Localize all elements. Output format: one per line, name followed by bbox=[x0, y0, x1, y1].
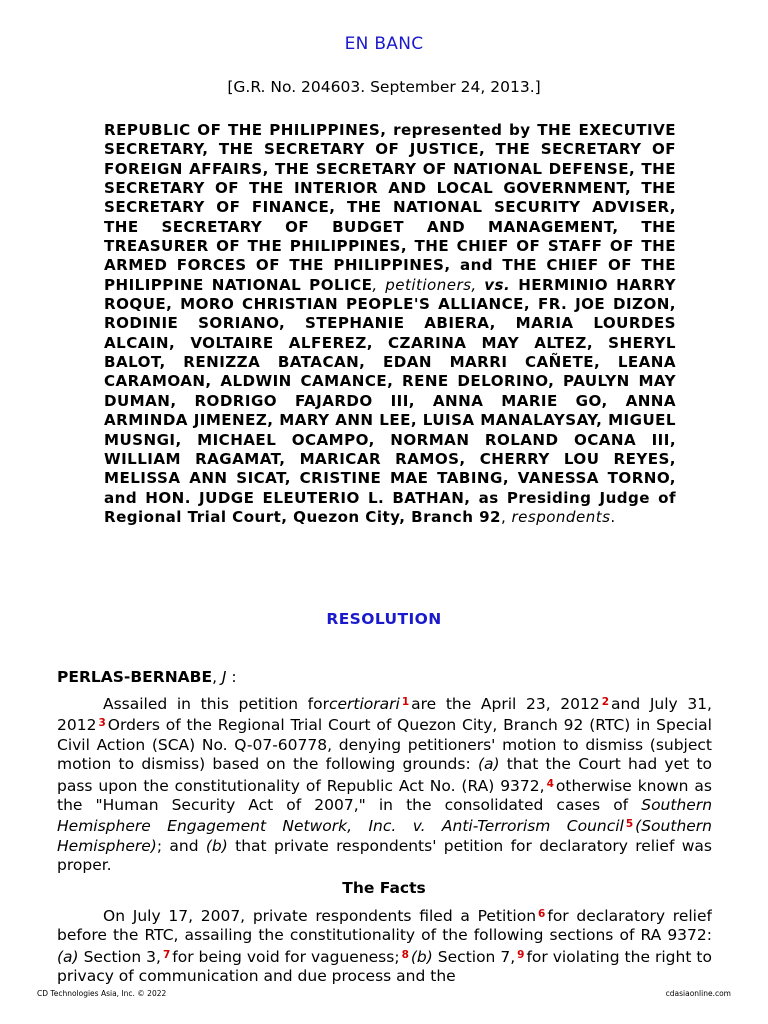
text-run: otherwise known as the "Human Security Act of 2007," in the consolidated cases of bbox=[57, 776, 712, 815]
ponente-title: J bbox=[221, 668, 227, 686]
text-run: and July 31, 2012 bbox=[57, 695, 712, 735]
footnote-ref-5[interactable]: 5 bbox=[625, 818, 634, 831]
text-run: (a) bbox=[477, 755, 500, 774]
text-run: for violating the right to privacy of communication and due process and the bbox=[57, 947, 712, 985]
text-run: ; and bbox=[156, 836, 199, 855]
text-run: for being void for vagueness; bbox=[172, 947, 400, 966]
footnote-ref-1[interactable]: 1 bbox=[401, 696, 410, 708]
resolution-title: RESOLUTION bbox=[326, 610, 442, 628]
case-name: Southern Hemisphere Engagement Network, Inc. v. Anti-Terrorism Council bbox=[57, 796, 713, 836]
respondents-names: HERMINIO HARRY ROQUE, MORO CHRISTIAN PEOPLE'S ALLIANCE, FR. JOE DIZON, RODINIE SORIANO, STEPHANIE ABIERA, MARIA LOURDES ALCAIN, VOLTAIRE ALFEREZ, CZARINA MAY ALTEZ, SHERYL BALOT, RENIZZA BATACAN, EDAN MARRI CAÑETE, LEANA CARAMOAN, ALDWIN CAMANCE, RENE DELORINO, PAULYN MAY DUMAN, RODRIGO FAJARDO III, ANNA MARIE GO, ANNA ARMINDA JIMENEZ, MARY ANN LEE, LUISA MANALAYSAY, MIGUEL MUSNGI, MICHAEL OCAMPO, NORMAN ROLAND OCANA III, WILLIAM RAGAMAT, MARICAR RAMOS, CHERRY LOU REYES, MELISSA ANN SICAT, CRISTINE MAE TABING, VANESSA TORNO, and HON. JUDGE ELEUTERIO L. BATHAN, as Presiding Judge of Regional Trial Court, Quezon City, Branch 92 bbox=[104, 275, 676, 526]
footnote-ref-8[interactable]: 8 bbox=[401, 948, 409, 961]
petitioners-names: REPUBLIC OF THE PHILIPPINES, represented by THE EXECUTIVE SECRETARY, THE SECRETARY OF JUSTICE, THE SECRETARY OF FOREIGN AFFAIRS, THE SECRETARY OF NATIONAL DEFENSE, THE SECRETARY OF THE INTERIOR AND LOCAL GOVERNMENT, THE SECRETARY OF FINANCE, THE NATIONAL SECURITY ADVISER, THE SECRETARY OF BUDGET AND MANAGEMENT, THE TREASURER OF THE PHILIPPINES, THE CHIEF OF STAFF OF THE ARMED FORCES OF THE PHILIPPINES, and THE CHIEF OF THE PHILIPPINE NATIONAL POLICE bbox=[104, 121, 676, 294]
text-run: (a) bbox=[57, 947, 79, 966]
text-run: that the Court had yet to pass upon the constitutionality of Republic Act No. (RA) 9372, bbox=[57, 755, 713, 795]
petitioners-label: petitioners bbox=[385, 275, 472, 294]
footnote-ref-2[interactable]: 2 bbox=[601, 696, 610, 708]
text-run: Orders of the Regional Trial Court of Quezon City, Branch 92 (RTC) in Special Civil Action (SCA) No. Q-07-60778, denying petitioners' motion to dismiss (subject motion to dismiss) based on the following grounds: bbox=[57, 716, 712, 774]
text-run: certiorari bbox=[328, 695, 400, 713]
ponente-name: PERLAS-BERNABE bbox=[57, 668, 213, 686]
text-run: are the April 23, 2012 bbox=[411, 695, 600, 713]
case-caption: REPUBLIC OF THE PHILIPPINES, represented by THE EXECUTIVE SECRETARY, THE SECRETARY OF JUSTICE, THE SECRETARY OF FOREIGN AFFAIRS, THE SECRETARY OF NATIONAL DEFENSE, THE SECRETARY OF THE INTERIOR AND LOCAL GOVERNMENT, THE SECRETARY OF FINANCE, THE NATIONAL SECURITY ADVISER, THE SECRETARY OF BUDGET AND MANAGEMENT, THE TREASURER OF THE PHILIPPINES, THE CHIEF OF STAFF OF THE ARMED FORCES OF THE PHILIPPINES, and THE CHIEF OF THE PHILIPPINE NATIONAL POLICE, petitioners, vs. HERMINIO HARRY ROQUE, MORO CHRISTIAN PEOPLE'S ALLIANCE, FR. JOE DIZON, RODINIE SORIANO, STEPHANIE ABIERA, MARIA LOURDES ALCAIN, VOLTAIRE ALFEREZ, CZARINA MAY ALTEZ, SHERYL BALOT, RENIZZA BATACAN, EDAN MARRI CAÑETE, LEANA CARAMOAN, ALDWIN CAMANCE, RENE DELORINO, PAULYN MAY DUMAN, RODRIGO FAJARDO III, ANNA MARIE GO, ANNA ARMINDA JIMENEZ, MARY ANN LEE, LUISA MANALAYSAY, MIGUEL MUSNGI, MICHAEL OCAMPO, NORMAN ROLAND OCANA III, WILLIAM RAGAMAT, MARICAR RAMOS, CHERRY LOU REYES, MELISSA ANN SICAT, CRISTINE MAE TABING, VANESSA TORNO, and HON. JUDGE ELEUTERIO L. BATHAN, as Presiding Judge of Regional Trial Court, Quezon City, Branch 92, respondents. bbox=[104, 121, 676, 526]
text-run: Section 3, bbox=[83, 947, 161, 966]
footnote-ref-9[interactable]: 9 bbox=[517, 948, 525, 961]
text-run: (b) bbox=[410, 947, 433, 966]
footnote-ref-6[interactable]: 6 bbox=[538, 908, 546, 920]
text-run: Assailed in this petition for bbox=[103, 695, 329, 713]
ponente: PERLAS-BERNABE, J : bbox=[57, 668, 237, 686]
footer-copyright: CD Technologies Asia, Inc. © 2022 bbox=[37, 989, 167, 998]
text-run: that private respondents' petition for declaratory relief was proper. bbox=[57, 836, 712, 875]
case-number: [G.R. No. 204603. September 24, 2013.] bbox=[227, 78, 541, 96]
versus-label: vs. bbox=[484, 275, 511, 294]
paragraph-2 bbox=[57, 905, 712, 985]
footer-site[interactable]: cdasiaonline.com bbox=[665, 989, 731, 998]
division-label: EN BANC bbox=[344, 34, 424, 54]
text-run: Section 7, bbox=[437, 947, 516, 966]
footnote-ref-3[interactable]: 3 bbox=[98, 717, 106, 730]
text-run: On July 17, 2007, private respondents filed a Petition bbox=[103, 907, 537, 925]
footnote-ref-4[interactable]: 4 bbox=[546, 777, 554, 790]
facts-heading: The Facts bbox=[342, 879, 426, 897]
case-short-name: (Southern Hemisphere) bbox=[57, 817, 712, 855]
respondents-label: respondents bbox=[511, 507, 611, 526]
footnote-ref-7[interactable]: 7 bbox=[162, 948, 171, 961]
text-run: for declaratory relief before the RTC, assailing the constitutionality of the following sections of RA 9372: bbox=[57, 907, 712, 945]
text-run: (b) bbox=[205, 836, 228, 855]
paragraph-1 bbox=[57, 693, 712, 876]
